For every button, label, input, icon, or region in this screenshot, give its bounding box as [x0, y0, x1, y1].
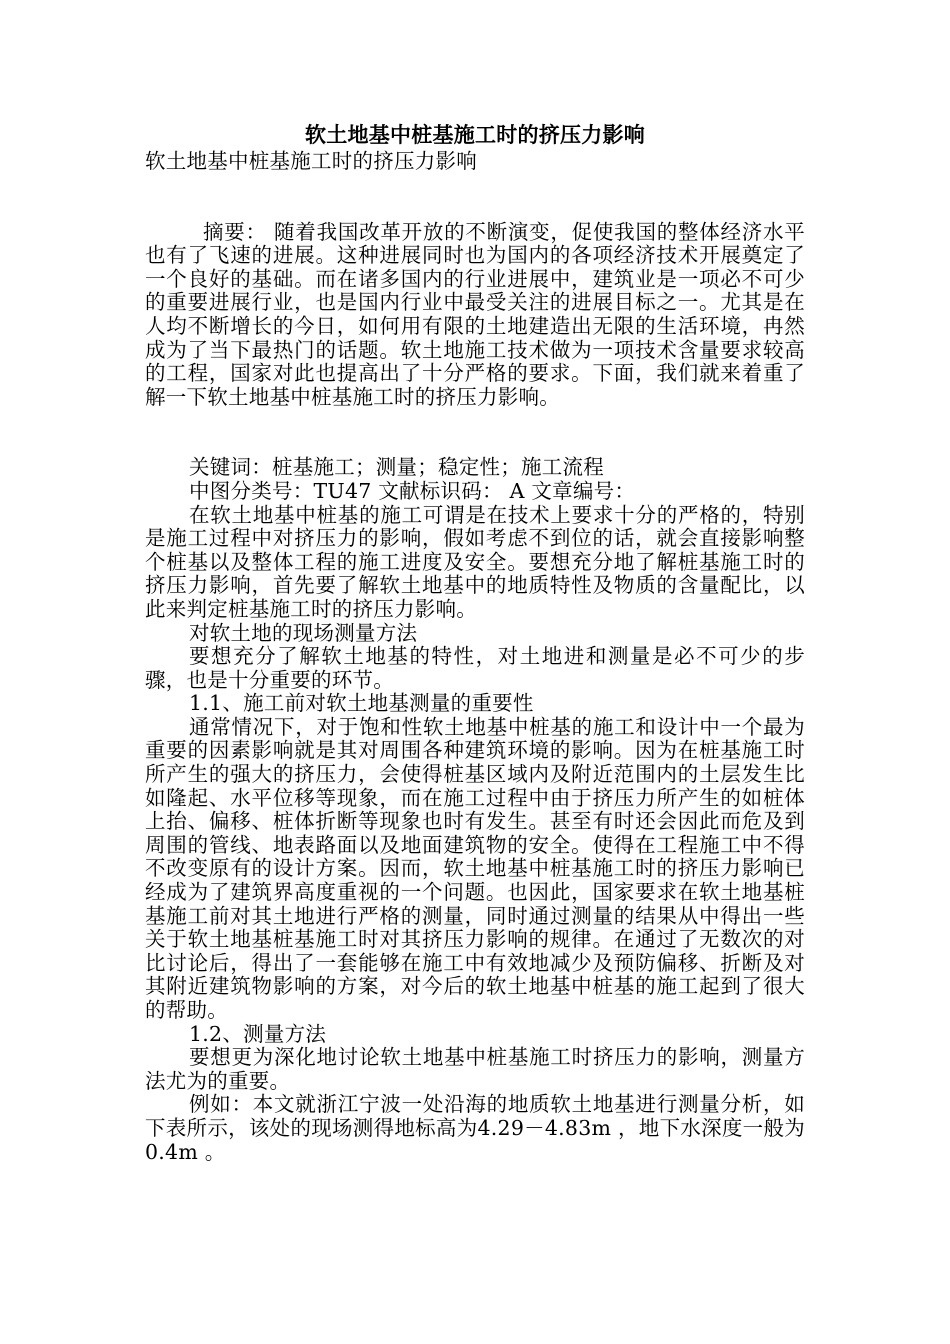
body-paragraph: 在软土地基中桩基的施工可谓是在技术上要求十分的严格的，特别是施工过程中对挤压力的影响，假如考虑不到位的话，就会直接影响整个桩基以及整体工程的施工进度及安全。要想充分地了解桩基施工时的挤压力影响，首先要了解软土地基中的地质特性及物质的含量配比，以此来判定桩基施工时的挤压力影响。: [145, 502, 805, 621]
document-subtitle: 软土地基中桩基施工时的挤压力影响: [145, 149, 477, 173]
body-paragraph: 要想更为深化地讨论软土地基中桩基施工时挤压力的影响，测量方法尤为的重要。: [145, 1045, 805, 1093]
spacer: [145, 174, 805, 221]
section-heading: 1.2、测量方法: [189, 1021, 327, 1046]
section-heading: 对软土地的现场测量方法: [189, 620, 418, 645]
body-paragraph: 要想充分了解软土地基的特性，对土地进和测量是必不可少的步骤，也是十分重要的环节。: [145, 644, 805, 692]
abstract-paragraph: 摘要： 随着我国改革开放的不断演变，促使我国的整体经济水平也有了飞速的进展。这种进展同时也为国内的各项经济技术开展奠定了一个良好的基础。而在诸多国内的行业进展中，建筑业是一项必不可少的重要进展行业，也是国内行业中最受关注的进展目标之一。尤其是在人均不断增长的今日，如何用有限的土地建造出无限的生活环境，冉然成为了当下最热门的话题。软土地施工技术做为一项技术含量要求较高的工程，国家对此也提高出了十分严格的要求。下面，我们就来着重了解一下软土地基中桩基施工时的挤压力影响。: [145, 219, 805, 409]
keywords-line: 关键词：桩基施工；测量；稳定性；施工流程: [189, 455, 604, 480]
classification-line: 中图分类号：TU47 文献标识码： A 文章编号：: [189, 478, 636, 503]
document-title: 软土地基中桩基施工时的挤压力影响: [305, 122, 645, 147]
body-paragraph: 通常情况下，对于饱和性软土地基中桩基的施工和设计中一个最为重要的因素影响就是其对周围各种建筑环境的影响。因为在桩基施工时所产生的强大的挤压力，会使得桩基区域内及附近范围内的土层发生比如隆起、水平位移等现象，而在施工过程中由于挤压力所产生的如桩体上抬、偏移、桩体折断等现象也时有发生。甚至有时还会因此而危及到周围的管线、地表路面以及地面建筑物的安全。使得在工程施工中不得不改变原有的设计方案。因而，软土地基中桩基施工时的挤压力影响已经成为了建筑界高度重视的一个问题。也因此，国家要求在软土地基桩基施工前对其土地进行严格的测量，同时通过测量的结果从中得出一些关于软土地基桩基施工时对其挤压力影响的规律。在通过了无数次的对比讨论后，得出了一套能够在施工中有效地减少及预防偏移、折断及对其附近建筑物影响的方案，对今后的软土地基中桩基的施工起到了很大的帮助。: [145, 714, 805, 1022]
section-heading: 1.1、施工前对软土地基测量的重要性: [189, 691, 534, 716]
spacer: [145, 409, 805, 456]
document-page: [145, 116, 805, 1164]
body-paragraph: 例如：本文就浙江宁波一处沿海的地质软土地基进行测量分析，如下表所示，该处的现场测得地标高为4.29－4.83m ，地下水深度一般为0.4m 。: [145, 1092, 805, 1164]
